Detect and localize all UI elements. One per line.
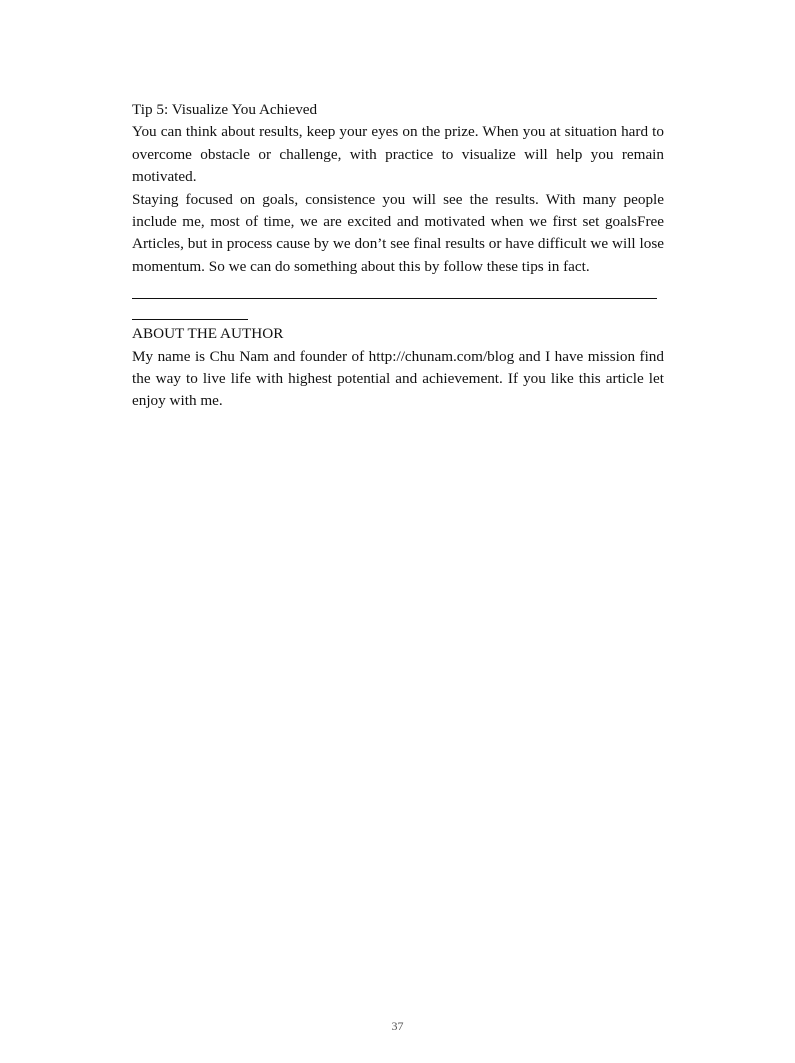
paragraph-staying-focused: Staying focused on goals, consistence you will see the results. With many people include me, most of time, we are excited and motivated when we first set goalsFree Articles, but in process cause by we don’t see final results or have difficult we will lose momentum. So we can do something about this by follow these tips in fact. xyxy=(132,190,664,275)
separator-line-long xyxy=(132,298,657,299)
author-heading: ABOUT THE AUTHOR xyxy=(132,325,284,343)
author-bio: My name is Chu Nam and founder of http://chunam.com/blog and I have mission find the way to live life with highest potential and achievement. If you like this article let enjoy with me. xyxy=(132,347,664,410)
page-content xyxy=(132,99,664,413)
separator-line-short xyxy=(132,319,248,320)
page-number: 37 xyxy=(391,1019,404,1033)
paragraph-visualize: You can think about results, keep your eyes on the prize. When you at situation hard to overcome obstacle or challenge, with practice to visualize will help you remain motivated. xyxy=(132,123,664,186)
tip-heading: Tip 5: Visualize You Achieved xyxy=(132,101,318,118)
